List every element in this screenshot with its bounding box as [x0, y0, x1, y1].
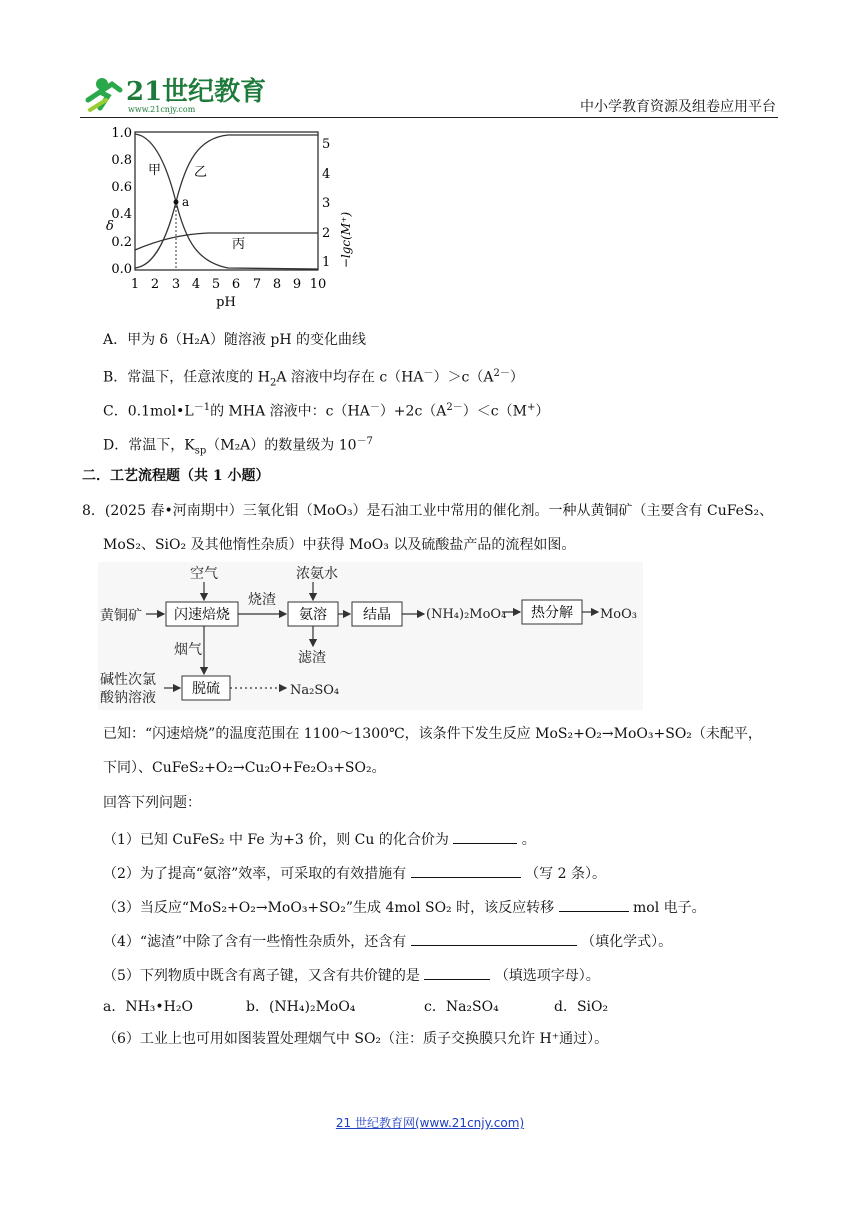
y-left-tick: 0.4: [111, 207, 132, 222]
known-line2: 下同）、CuFeS₂+O₂→Cu₂O+Fe₂O₃+SO₂。: [103, 760, 386, 776]
x-tick: 10: [309, 277, 327, 292]
q8-stem-line2: MoS₂、SiO₂ 及其他惰性杂质）中获得 MoO₃ 以及硫酸盐产品的流程如图。: [103, 537, 576, 553]
flow-raw: 黄铜矿: [100, 608, 142, 624]
y-right-tick: 3: [322, 196, 331, 211]
plot-frame: [135, 132, 318, 270]
option-c: C．$0.1mol•L^{-1}$的 MHA 溶液中：$c(HA^-)+2c(A^{2-})<c(M^+)$: [103, 402, 550, 420]
flow-gas: 烟气: [174, 642, 202, 658]
point-a: [174, 200, 179, 205]
x-tick: 7: [252, 277, 262, 292]
flow-reagent-2: 酸钠溶液: [100, 690, 156, 706]
y-right-label: −lgc(M⁺): [339, 211, 353, 269]
q1: （1）已知 CuFeS₂ 中 Fe 为+3 价，则 Cu 的化合价为 。: [103, 829, 536, 849]
x-tick: 8: [272, 277, 282, 292]
y-left-tick: 1.0: [111, 126, 132, 141]
answer-prompt: 回答下列问题：: [103, 795, 201, 811]
q5-option-c: c．Na₂SO₄: [424, 999, 499, 1015]
logo-text: 21世纪教育: [126, 77, 267, 107]
q1-answer-blank[interactable]: [453, 829, 517, 844]
option-a: A．甲为 δ（H₂A）随溶液 pH 的变化曲线: [103, 332, 366, 348]
q5-option-b: b．(NH₄)₂MoO₄: [246, 999, 356, 1015]
flow-step1: 闪速焙烧: [174, 607, 230, 623]
flow-step5: 脱硫: [192, 681, 220, 697]
flow-air: 空气: [190, 566, 218, 582]
q8-stem-line1: 8．(2025 春•河南期中）三氧化钼（MoO₃）是石油工业中常用的催化剂。一种从黄铜矿（主要含有 CuFeS₂、: [82, 503, 774, 519]
process-flow-diagram: [98, 562, 643, 710]
curve-label-jia: 甲: [148, 163, 162, 178]
y-right-tick: 5: [322, 137, 331, 152]
curve-label-bing: 丙: [232, 237, 246, 252]
q2-answer-blank[interactable]: [411, 863, 521, 878]
q6: （6）工业上也可用如图装置处理烟气中 SO₂（注：质子交换膜只允许 H⁺通过）。: [103, 1031, 609, 1047]
x-tick: 2: [150, 277, 160, 292]
x-label: pH: [216, 295, 236, 310]
q3: （3）当反应“MoS₂+O₂→MoO₃+SO₂”生成 4mol SO₂ 时，该反应转移 mol 电子。: [103, 897, 706, 917]
section-title: 二．工艺流程题（共 1 小题）: [82, 468, 270, 484]
runner-logo-icon: [80, 70, 267, 116]
footer-link[interactable]: 21 世纪教育网(www.21cnjy.com): [335, 1116, 525, 1130]
delta-ph-graph: [98, 122, 368, 310]
flow-product1: (NH₄)₂MoO₄: [426, 607, 507, 622]
option-d: D．常温下，$K_{sp}(M_2A)$的数量级为 $10^{-7}$: [103, 436, 373, 457]
point-a-label: a: [182, 195, 190, 209]
y-left-tick: 0.2: [111, 235, 132, 250]
y-left-tick: 0.8: [111, 153, 132, 168]
y-right-tick: 2: [322, 226, 331, 241]
y-left-tick: 0.0: [111, 262, 132, 277]
y-right-tick: 4: [322, 167, 331, 182]
q2: （2）为了提高“氨溶”效率，可采取的有效措施有 （写 2 条）。: [103, 863, 606, 883]
x-tick: 6: [231, 277, 241, 292]
y-left-label: δ: [106, 219, 114, 234]
flow-slag: 烧渣: [248, 592, 276, 608]
y-left-tick: 0.6: [111, 180, 132, 195]
flow-product2: MoO₃: [600, 607, 638, 622]
q3-answer-blank[interactable]: [559, 897, 629, 912]
x-tick: 5: [211, 277, 221, 292]
q5-option-d: d．SiO₂: [554, 999, 609, 1015]
flow-residue: 滤渣: [298, 650, 326, 666]
flow-step2: 氨溶: [299, 607, 327, 623]
x-tick: 4: [191, 277, 201, 292]
flow-product3: Na₂SO₄: [290, 683, 340, 698]
known-line1: 已知：“闪速焙烧”的温度范围在 1100～1300℃，该条件下发生反应 MoS₂+O₂→MoO₃+SO₂（未配平，: [103, 726, 762, 742]
q5-answer-blank[interactable]: [424, 965, 490, 980]
curve-jia: [135, 134, 318, 269]
flow-ammonia: 浓氨水: [296, 566, 338, 582]
q5: （5）下列物质中既含有离子键，又含有共价键的是 （填选项字母）。: [103, 965, 600, 985]
flow-step3: 结晶: [363, 607, 391, 623]
x-tick: 9: [292, 277, 302, 292]
logo-subtext: www.21cnjy.com: [128, 105, 196, 114]
x-tick: 3: [171, 277, 181, 292]
q5-option-a: a．NH₃•H₂O: [103, 999, 193, 1015]
y-right-tick: 1: [322, 255, 331, 270]
curve-label-yi: 乙: [194, 165, 208, 180]
q4-answer-blank[interactable]: [411, 931, 577, 946]
q4: （4）“滤渣”中除了含有一些惰性杂质外，还含有 （填化学式）。: [103, 931, 672, 951]
header-divider: [80, 117, 778, 118]
x-tick: 1: [130, 277, 140, 292]
option-b: B．常温下，任意浓度的 $H_2A$ 溶液中均存在 $c(HA^-)>c(A^{2-})$: [103, 368, 524, 389]
header-platform-title: 中小学教育资源及组卷应用平台: [580, 99, 776, 115]
flow-reagent-1: 碱性次氯: [100, 672, 156, 688]
curve-yi: [135, 135, 318, 268]
flow-step4: 热分解: [531, 605, 573, 621]
site-logo: [80, 70, 267, 116]
